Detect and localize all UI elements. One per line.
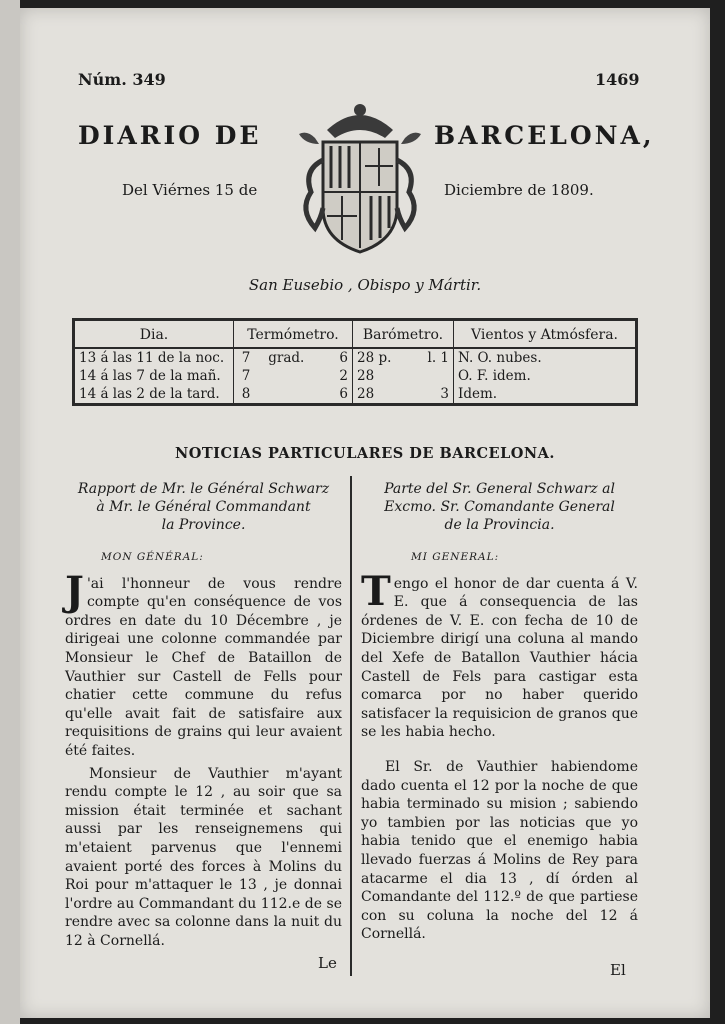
masthead-title-right: BARCELONA, [434, 121, 655, 150]
col-header-barometro: Barómetro. [353, 320, 454, 349]
french-title-line-2: à Mr. le Général Commandant [96, 499, 311, 515]
termo-fraction: 6 [339, 350, 348, 366]
spanish-column-title [361, 480, 638, 534]
cell-termometro [234, 348, 353, 367]
french-paragraph-1-text: 'ai l'honneur de vous rendre compte qu'en conséquence de vos ordres en date du 10 Décembre , je dirigeai une colonne commandée par Monsieur le Chef de Bataillon de Vauthier sur Castell de Fells pour chatier cette commune du refus qu'elle avait fait de satisfaire aux requisitions de grains qui leur avaient été faites. [65, 575, 342, 759]
spanish-column [361, 480, 638, 944]
baro-value: 28 [357, 386, 375, 402]
french-column [65, 480, 342, 950]
baro-lines: l. 1 [427, 350, 449, 366]
french-paragraph-1 [65, 567, 342, 761]
col-header-termometro: Termómetro. [234, 320, 353, 349]
french-catchword: Le [318, 954, 337, 972]
cell-termometro [234, 385, 353, 405]
masthead-title-left: DIARIO DE [78, 121, 262, 150]
french-title-line-1: Rapport de Mr. le Général Schwarz [77, 481, 330, 497]
baro-value: 28 [357, 368, 375, 384]
baro-lines: 3 [440, 386, 449, 402]
cell-barometro [353, 385, 454, 405]
date-right: Diciembre de 1809. [444, 181, 594, 199]
saint-of-the-day: San Eusebio , Obispo y Mártir. [248, 276, 482, 294]
spanish-catchword: El [610, 961, 626, 979]
termo-unit: grad. [268, 350, 305, 366]
page-number: 1469 [595, 70, 640, 89]
cell-barometro [353, 367, 454, 385]
cell-vientos: Idem. [458, 386, 498, 402]
termo-value: 8 [241, 386, 251, 402]
adjacent-page-edge [0, 0, 20, 1024]
cell-dia: 14 á las 7 de la mañ. [74, 367, 234, 385]
weather-table-header-row [74, 320, 637, 349]
coat-of-arms-icon [285, 100, 435, 260]
date-left: Del Viérnes 15 de [122, 181, 258, 199]
spanish-paragraph-1 [361, 567, 638, 742]
french-column-title [65, 480, 342, 534]
termo-value: 7 [241, 368, 251, 384]
termo-fraction: 2 [339, 368, 348, 384]
cell-dia: 13 á las 11 de la noc. [74, 348, 234, 367]
col-header-dia: Dia. [74, 320, 234, 349]
spanish-paragraph-2: El Sr. de Vauthier habiendome dado cuenta el 12 por la noche de que habia terminado su mision ; sabiendo yo tambien por las noticias que yo habia tenido que el enemigo habia llevado fuerzas á Molins de Rey para atacarme el dia 13 , dí órden al Comandante del 112.º de que partiese con su coluna la noche del 12 á Cornellá. [361, 758, 638, 943]
french-paragraph-2: Monsieur de Vauthier m'ayant rendu compte le 12 , au soir que sa mission était terminée et sachant aussi par les renseignemens qui m'etaient parvenus que l'ennemi avaient porté des forces à Molins du Roi pour m'attaquer le 13 , je donnai l'ordre au Commandant du 112.e de se rendre avec sa colonne dans la nuit du 12 à Cornellá. [65, 765, 342, 949]
table-row [74, 367, 637, 385]
issue-number: Núm. 349 [78, 70, 166, 89]
cell-vientos: N. O. nubes. [458, 350, 542, 366]
cell-termometro [234, 367, 353, 385]
spanish-paragraph-1-text: engo el honor de dar cuenta á V. E. que á consequencia de las órdenes de V. E. con fecha de 10 de Diciembre dirigí una coluna al mando del Xefe de Batallon Vauthier hácia Castell de Fels para castigar esta comarca por no haber querido satisfacer la requisicion de granos que se les habia hecho. [361, 575, 638, 741]
column-divider [350, 476, 352, 976]
french-title-line-3: la Province. [161, 517, 246, 533]
cell-vientos: O. F. idem. [458, 368, 531, 384]
spanish-title-line-1: Parte del Sr. General Schwarz al [384, 481, 615, 497]
spanish-title-line-3: de la Provincia. [444, 517, 555, 533]
termo-value: 7 [241, 350, 251, 366]
french-salutation: MON GÉNÉRAL: [101, 551, 204, 563]
section-heading: NOTICIAS PARTICULARES DE BARCELONA. [175, 445, 555, 462]
cell-dia: 14 á las 2 de la tard. [74, 385, 234, 405]
table-row [74, 348, 637, 367]
weather-table [72, 318, 638, 406]
spanish-title-line-2: Excmo. Sr. Comandante General [384, 499, 615, 515]
table-row [74, 385, 637, 405]
spanish-dropcap: T [361, 567, 391, 615]
newspaper-page [20, 8, 710, 1018]
termo-fraction: 6 [339, 386, 348, 402]
spanish-salutation: MI GENERAL: [411, 551, 500, 563]
baro-value: 28 p. [357, 350, 392, 366]
col-header-vientos: Vientos y Atmósfera. [454, 320, 637, 349]
cell-barometro [353, 348, 454, 367]
french-dropcap: J [65, 567, 84, 615]
